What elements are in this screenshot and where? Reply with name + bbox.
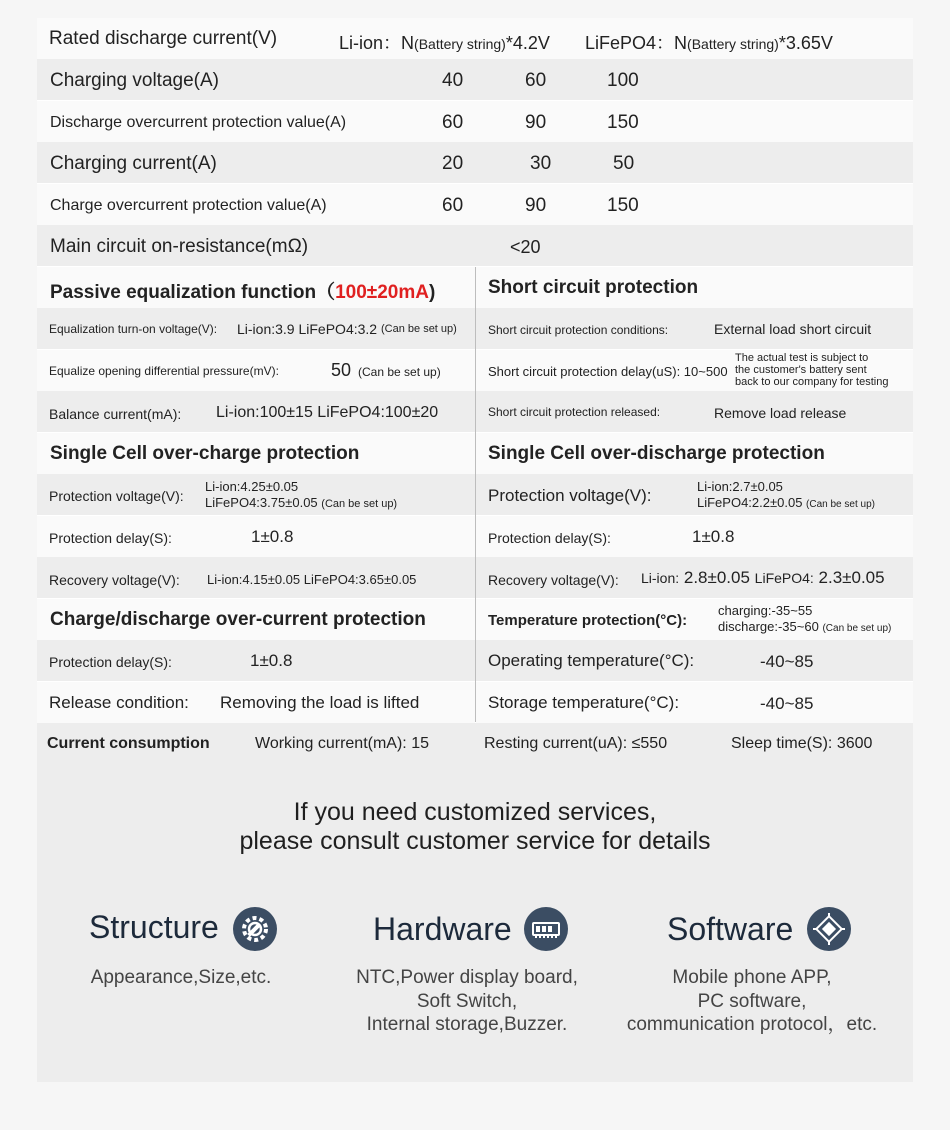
overcurrent-title-row bbox=[37, 599, 475, 640]
overcharge-delay-row bbox=[37, 516, 475, 557]
value-2: 30 bbox=[530, 153, 552, 174]
overdischarge-voltage-line2: LiFePO4:2.2±0.05 (Can be set up) bbox=[697, 495, 875, 510]
passive-highlight: 100±20mA bbox=[335, 282, 429, 303]
charging-voltage-row bbox=[37, 59, 913, 100]
value-1: 20 bbox=[442, 153, 464, 174]
overdischarge-recovery-value: Li-ion: 2.8±0.05 LiFePO4: 2.3±0.05 bbox=[641, 568, 885, 587]
structure-title: Structure bbox=[89, 909, 219, 945]
diff-label: Equalize opening differential pressure(mV): bbox=[49, 364, 279, 378]
diff-row bbox=[37, 350, 475, 391]
operating-temp-value: -40~85 bbox=[760, 652, 814, 671]
overdischarge-recovery-label: Recovery voltage(V): bbox=[488, 572, 619, 588]
balance-value: Li-ion:100±15 LiFePO4:100±20 bbox=[216, 404, 439, 421]
diff-value: 50 bbox=[331, 360, 352, 380]
services-line-1: If you need customized services, bbox=[293, 798, 657, 826]
working-current: Working current(mA): 15 bbox=[255, 735, 429, 752]
hardware-title: Hardware bbox=[373, 911, 512, 947]
rated-row bbox=[37, 18, 913, 59]
value-1: 60 bbox=[442, 195, 464, 216]
short-delay-row bbox=[476, 350, 913, 391]
main-circuit-value: <20 bbox=[510, 237, 541, 257]
value-2: 90 bbox=[525, 112, 547, 133]
short-release-label: Short circuit protection released: bbox=[488, 405, 661, 419]
overcharge-recovery-value: Li-ion:4.15±0.05 LiFePO4:3.65±0.05 bbox=[207, 572, 417, 587]
overcurrent-delay-label: Protection delay(S): bbox=[49, 654, 172, 670]
overdischarge-recovery-row bbox=[476, 557, 913, 598]
overdischarge-delay-value: 1±0.8 bbox=[692, 527, 735, 546]
rated-label: Rated discharge current(V) bbox=[49, 28, 278, 49]
temperature-title: Temperature protection(°C): bbox=[488, 612, 688, 629]
services-line-2: please consult customer service for details bbox=[239, 827, 711, 855]
discharge-overcurrent-row bbox=[37, 101, 913, 142]
rated-lifepo: LiFePO4：N(Battery string)*3.65V bbox=[585, 33, 833, 53]
row-label: Charging voltage(A) bbox=[50, 70, 219, 91]
row-label: Charge overcurrent protection value(A) bbox=[50, 197, 327, 214]
short-cond-row bbox=[476, 308, 913, 349]
short-release-row bbox=[476, 391, 913, 432]
spec-table bbox=[37, 18, 913, 764]
operating-temp-label: Operating temperature(°C): bbox=[488, 651, 695, 670]
short-cond-label: Short circuit protection conditions: bbox=[488, 323, 669, 337]
structure-desc: Appearance,Size,etc. bbox=[90, 967, 272, 988]
hardware-desc: NTC,Power display board, Soft Switch, Internal storage,Buzzer. bbox=[356, 967, 578, 1035]
short-delay-note: The actual test is subject to the customer's battery sent back to our company for testing bbox=[735, 352, 889, 388]
release-label: Release condition: bbox=[49, 693, 189, 712]
short-release-value: Remove load release bbox=[714, 405, 847, 421]
value-1: 40 bbox=[442, 70, 464, 91]
overcharge-voltage-line1: Li-ion:4.25±0.05 bbox=[205, 479, 299, 494]
overdischarge-delay-row bbox=[476, 516, 913, 557]
software-desc: Mobile phone APP, PC software, communication protocol，etc. bbox=[626, 967, 878, 1035]
value-3: 100 bbox=[607, 70, 639, 91]
temperature-title-row bbox=[476, 599, 913, 640]
overcharge-voltage-row bbox=[37, 474, 475, 515]
consumption-title: Current consumption bbox=[47, 735, 210, 752]
main-circuit-row bbox=[37, 225, 913, 266]
passive-title-row bbox=[37, 267, 475, 308]
value-3: 50 bbox=[613, 153, 635, 174]
short-title: Short circuit protection bbox=[488, 277, 699, 298]
turn-on-row bbox=[37, 308, 475, 349]
software-title: Software bbox=[667, 911, 794, 947]
resting-current: Resting current(uA): ≤550 bbox=[484, 735, 668, 752]
value-2: 90 bbox=[525, 195, 547, 216]
row-label: Discharge overcurrent protection value(A) bbox=[50, 114, 347, 131]
processor-chip-icon bbox=[807, 907, 851, 951]
overdischarge-voltage-label: Protection voltage(V): bbox=[488, 486, 652, 505]
storage-temp-value: -40~85 bbox=[760, 694, 814, 713]
overcurrent-title: Charge/discharge over-current protection bbox=[50, 609, 426, 630]
storage-temp-row bbox=[476, 682, 913, 723]
sleep-time: Sleep time(S): 3600 bbox=[731, 735, 873, 752]
overdischarge-delay-label: Protection delay(S): bbox=[488, 530, 611, 546]
overcharge-voltage-label: Protection voltage(V): bbox=[49, 488, 184, 504]
charging-current-row bbox=[37, 142, 913, 183]
overdischarge-title: Single Cell over-discharge protection bbox=[488, 443, 825, 464]
short-delay-label: Short circuit protection delay(uS): 10~500 bbox=[488, 364, 728, 379]
overcharge-title: Single Cell over-charge protection bbox=[50, 443, 360, 464]
short-title-row bbox=[476, 267, 913, 308]
column-divider bbox=[475, 267, 476, 722]
overcharge-recovery-label: Recovery voltage(V): bbox=[49, 572, 180, 588]
charge-overcurrent-row bbox=[37, 184, 913, 225]
overdischarge-voltage-line1: Li-ion:2.7±0.05 bbox=[697, 479, 783, 494]
overcharge-delay-label: Protection delay(S): bbox=[49, 530, 172, 546]
temperature-charging: charging:-35~55 bbox=[718, 603, 813, 618]
value-2: 60 bbox=[525, 70, 547, 91]
overcharge-recovery-row bbox=[37, 557, 475, 598]
gear-wrench-icon bbox=[233, 907, 277, 951]
value-1: 60 bbox=[442, 112, 464, 133]
storage-temp-label: Storage temperature(°C): bbox=[488, 693, 680, 712]
services-panel bbox=[37, 764, 913, 1082]
rated-liion: Li-ion：N(Battery string)*4.2V bbox=[339, 33, 550, 53]
main-circuit-label: Main circuit on-resistance(mΩ) bbox=[50, 236, 309, 257]
turn-on-note: (Can be set up) bbox=[381, 323, 457, 335]
turn-on-label: Equalization turn-on voltage(V): bbox=[49, 322, 218, 336]
overdischarge-voltage-row bbox=[476, 474, 913, 515]
diff-note: (Can be set up) bbox=[358, 365, 441, 379]
overcharge-delay-value: 1±0.8 bbox=[251, 527, 294, 546]
balance-row bbox=[37, 391, 475, 432]
temperature-discharge: discharge:-35~60 (Can be set up) bbox=[718, 619, 892, 634]
overcurrent-delay-value: 1±0.8 bbox=[250, 651, 293, 670]
consumption-row bbox=[37, 723, 913, 764]
release-value: Removing the load is lifted bbox=[220, 693, 420, 712]
value-3: 150 bbox=[607, 195, 639, 216]
passive-title: Passive equalization function（100±20mA) bbox=[50, 282, 436, 303]
short-cond-value: External load short circuit bbox=[714, 321, 872, 337]
value-3: 150 bbox=[607, 112, 639, 133]
overcharge-title-row bbox=[37, 433, 475, 474]
operating-temp-row bbox=[476, 640, 913, 681]
turn-on-value: Li-ion:3.9 LiFePO4:3.2 bbox=[237, 321, 378, 337]
balance-label: Balance current(mA): bbox=[49, 406, 182, 422]
overcharge-voltage-line2: LiFePO4:3.75±0.05 (Can be set up) bbox=[205, 495, 398, 510]
release-row bbox=[37, 682, 475, 723]
row-label: Charging current(A) bbox=[50, 153, 217, 174]
memory-chip-icon bbox=[524, 907, 568, 951]
overcurrent-delay-row bbox=[37, 640, 475, 681]
overdischarge-title-row bbox=[476, 433, 913, 474]
